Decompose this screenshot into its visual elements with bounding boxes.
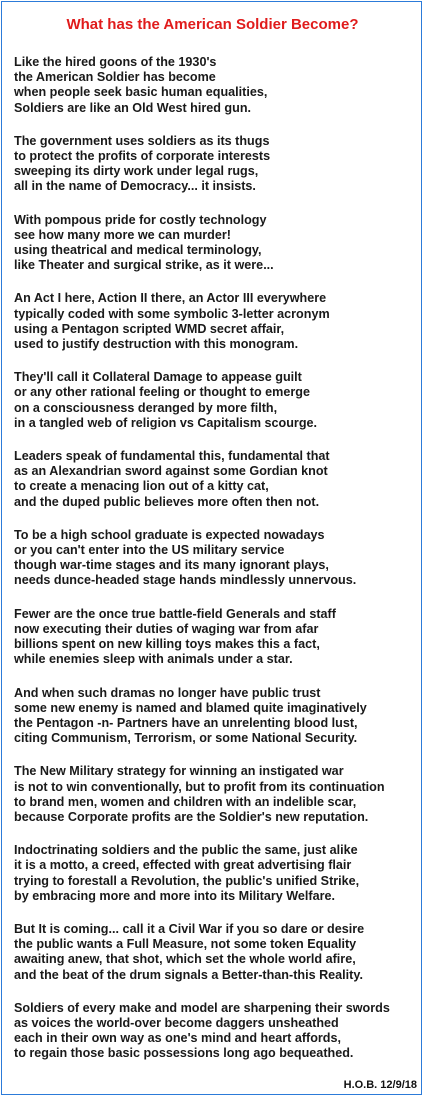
poem-line: on a consciousness deranged by more filth, <box>14 400 278 415</box>
stanza <box>14 528 418 589</box>
poem-line: see how many more we can murder! <box>14 227 231 242</box>
poem-line: They'll call it Collateral Damage to appease guilt <box>14 370 302 385</box>
poem-line: Leaders speak of fundamental this, fundamental that <box>14 449 330 464</box>
poem-line: by embracing more and more into its Military Welfare. <box>14 888 335 903</box>
poem-line: some new enemy is named and blamed quite imaginatively <box>14 700 367 715</box>
poem-line: is not to win conventionally, but to profit from its continuation <box>14 779 385 794</box>
stanza <box>14 843 418 904</box>
poem-line: Fewer are the once true battle-field Generals and staff <box>14 606 336 621</box>
poem-line: like Theater and surgical strike, as it were... <box>14 258 274 273</box>
poem-title: What has the American Soldier Become? <box>66 16 359 33</box>
stanza <box>14 134 418 195</box>
poem-line: citing Communism, Terrorism, or some National Security. <box>14 731 358 746</box>
poem-line: the public wants a Full Measure, not some token Equality <box>14 937 357 952</box>
poem-line: now executing their duties of waging war from afar <box>14 621 319 636</box>
poem-line: each in their own way as one's mind and heart affords, <box>14 1031 342 1046</box>
poem-line: awaiting anew, that shot, which set the whole world afire, <box>14 952 356 967</box>
poem-line: to brand men, women and children with an indelible scar, <box>14 794 357 809</box>
stanza <box>14 55 418 116</box>
poem-line: billions spent on new killing toys makes this a fact, <box>14 637 320 652</box>
poem-line: typically coded with some symbolic 3-letter acronym <box>14 306 330 321</box>
stanza <box>14 449 418 510</box>
stanza <box>14 291 418 352</box>
stanza <box>14 764 418 825</box>
poem-line: because Corporate profits are the Soldier's new reputation. <box>14 809 369 824</box>
stanza <box>14 370 418 431</box>
poem-line: and the beat of the drum signals a Better-than-this Reality. <box>14 967 363 982</box>
poem-line: trying to forestall a Revolution, the public's unified Strike, <box>14 873 360 888</box>
poem-line: the American Soldier has become <box>14 70 216 85</box>
stanza <box>14 213 418 274</box>
poem-line: or you can't enter into the US military service <box>14 543 285 558</box>
poem-line: An Act I here, Action II there, an Actor III everywhere <box>14 291 327 306</box>
poem-line: But It is coming... call it a Civil War if you so dare or desire <box>14 921 365 936</box>
poem-line: using theatrical and medical terminology, <box>14 243 262 258</box>
poem-line: though war-time stages and its many ignorant plays, <box>14 558 329 573</box>
poem-frame <box>1 1 422 1095</box>
poem-line: in a tangled web of religion vs Capitalism scourge. <box>14 415 318 430</box>
poem-line: as voices the world-over become daggers unsheathed <box>14 1015 339 1030</box>
poem-line: as an Alexandrian sword against some Gordian knot <box>14 464 328 479</box>
poem-line: or any other rational feeling or thought to emerge <box>14 385 310 400</box>
poem-line: to create a menacing lion out of a kitty cat, <box>14 479 269 494</box>
poem-line: all in the name of Democracy... it insists. <box>14 179 256 194</box>
poem-line: while enemies sleep with animals under a star. <box>14 652 293 667</box>
poem-line: it is a motto, a creed, effected with great advertising flair <box>14 858 352 873</box>
poem-line: And when such dramas no longer have public trust <box>14 685 321 700</box>
poem-line: and the duped public believes more often then not. <box>14 494 320 509</box>
poem-line: The New Military strategy for winning an instigated war <box>14 764 344 779</box>
poem-line: With pompous pride for costly technology <box>14 212 267 227</box>
poem-line: The government uses soldiers as its thugs <box>14 133 270 148</box>
poem-line: to protect the profits of corporate interests <box>14 149 271 164</box>
poem-line: sweeping its dirty work under legal rugs, <box>14 164 259 179</box>
poem-body <box>14 55 418 1080</box>
stanza <box>14 607 418 668</box>
poem-line: when people seek basic human equalities, <box>14 85 268 100</box>
poem-line: Soldiers of every make and model are sharpening their swords <box>14 1000 390 1015</box>
poem-line: Like the hired goons of the 1930's <box>14 55 217 69</box>
poem-line: to regain those basic possessions long ago bequeathed. <box>14 1046 354 1061</box>
poem-line: the Pentagon -n- Partners have an unrelenting blood lust, <box>14 715 358 730</box>
poem-line: needs dunce-headed stage hands mindlessly unnervous. <box>14 573 357 588</box>
poem-line: Indoctrinating soldiers and the public the same, just alike <box>14 843 358 858</box>
stanza <box>14 922 418 983</box>
poem-line: To be a high school graduate is expected nowadays <box>14 527 325 542</box>
stanza <box>14 686 418 747</box>
poem-line: used to justify destruction with this monogram. <box>14 337 299 352</box>
poem-line: Soldiers are like an Old West hired gun. <box>14 100 252 115</box>
author-signature: H.O.B. 12/9/18 <box>343 1079 417 1091</box>
stanza <box>14 1001 418 1062</box>
poem-line: using a Pentagon scripted WMD secret affair, <box>14 321 285 336</box>
